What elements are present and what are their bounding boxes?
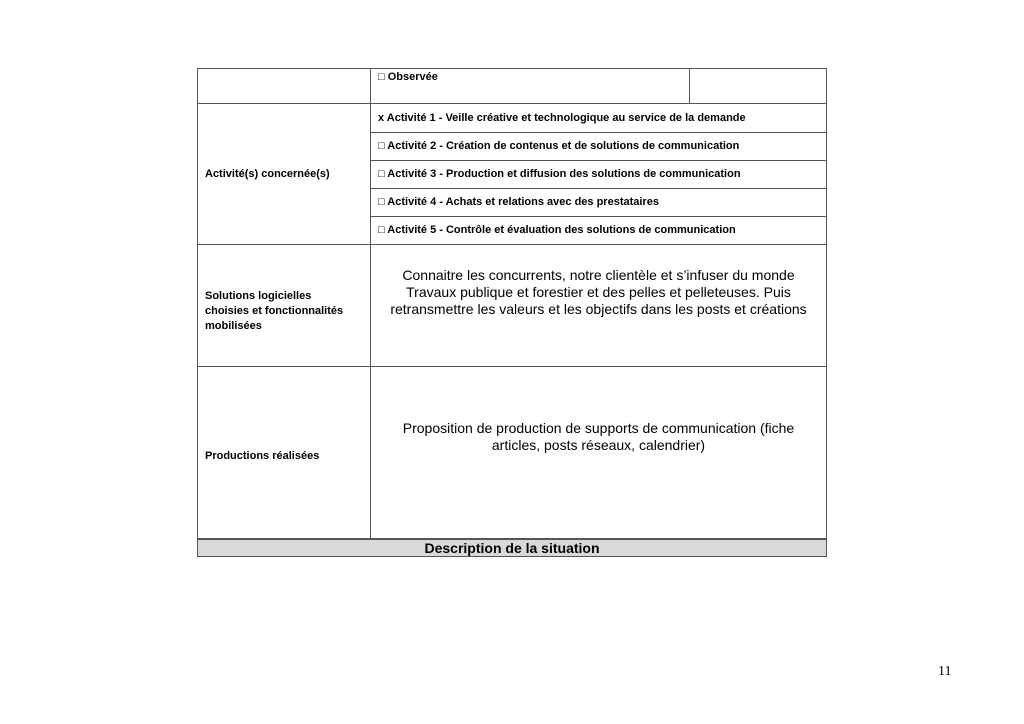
productions-label: Productions réalisées — [205, 450, 320, 462]
productions-text-line: articles, posts réseaux, calendrier) — [491, 437, 706, 453]
row-divider — [197, 103, 827, 104]
solutions-label — [205, 289, 343, 334]
productions-text-line: Proposition de production de supports de communication (fiche — [402, 420, 795, 436]
row-divider — [197, 244, 827, 245]
solutions-text — [372, 267, 825, 318]
solutions-label-line: Solutions logicielles — [205, 290, 312, 302]
activity-2-option[interactable]: □ Activité 2 - Création de contenus et de solutions de communication — [378, 140, 740, 152]
solutions-text-line: Connaitre les concurrents, notre clientèle et s’infuser du monde — [402, 267, 795, 283]
row-divider — [370, 188, 827, 189]
activity-1-option[interactable]: x Activité 1 - Veille créative et technologique au service de la demande — [378, 112, 746, 124]
solutions-text-line: Travaux publique et forestier et des pelles et pelleteuses. Puis — [406, 284, 791, 300]
activity-4-option[interactable]: □ Activité 4 - Achats et relations avec des prestataires — [378, 196, 659, 208]
row-divider — [370, 216, 827, 217]
solutions-label-line: choisies et fonctionnalités — [205, 305, 344, 317]
activity-5-option[interactable]: □ Activité 5 - Contrôle et évaluation des solutions de communication — [378, 224, 736, 236]
observee-checkbox[interactable]: □ Observée — [378, 71, 438, 83]
row-divider — [370, 160, 827, 161]
solutions-label-line: mobilisées — [205, 320, 262, 332]
observee-cell-divider — [689, 68, 690, 103]
row-divider — [370, 132, 827, 133]
activities-label: Activité(s) concernée(s) — [205, 168, 330, 180]
column-divider — [370, 68, 371, 539]
page-number: 11 — [938, 664, 952, 679]
activity-3-option[interactable]: □ Activité 3 - Production et diffusion des solutions de communication — [378, 168, 741, 180]
solutions-text-line: retransmettre les valeurs et les objectifs dans les posts et créations — [390, 301, 807, 317]
productions-text — [372, 420, 825, 454]
section-header: Description de la situation — [197, 539, 827, 557]
row-divider — [197, 366, 827, 367]
